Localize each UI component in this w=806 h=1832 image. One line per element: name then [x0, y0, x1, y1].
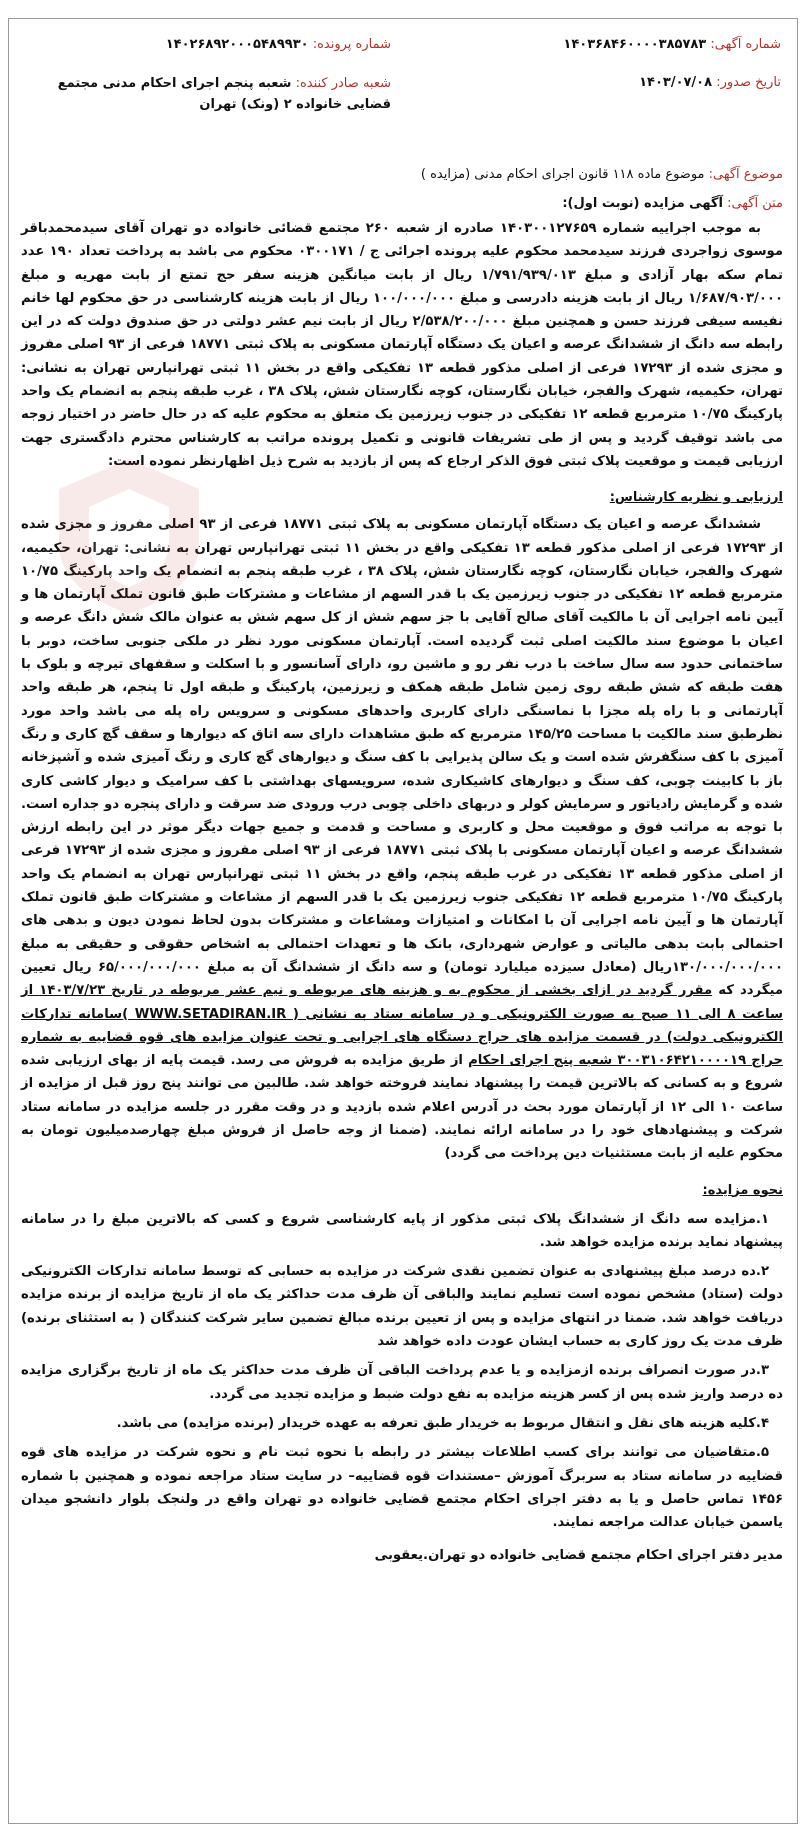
- subject-value: موضوع ماده ۱۱۸ قانون اجرای احکام مدنی (مزایده ): [420, 167, 705, 182]
- subject-label: موضوع آگهی:: [708, 167, 783, 182]
- case-number-value: ۱۴۰۲۶۸۹۲۰۰۰۵۴۸۹۹۳۰: [165, 37, 309, 52]
- issuing-branch-label: شعبه صادر کننده:: [295, 76, 391, 91]
- procedure-item: ۱.مزایده سه دانگ از ششدانگ پلاک ثبتی مذکور از پایه کارشناسی شروع و کسی که بالاترین مبلغ را در سامانه پیشنهاد نماید برنده مزایده خواهد شد.: [21, 1211, 783, 1250]
- issue-date-field: [639, 73, 781, 93]
- signature-line: مدیر دفتر اجرای احکام مجتمع قضایی خانواده دو تهران.یعقوبی: [374, 1548, 783, 1564]
- appraisal-title: ارزیابی و نظریه کارشناس:: [609, 490, 783, 506]
- procedure-item: ۵.متقاضیان می توانند برای کسب اطلاعات بیشتر در رابطه با نحوه ثبت نام و نحوه شرکت در مزایده های قوه قضاییه در سامانه ستاد به سربرگ آموزش –مستندات قوه قضاییه– در سایت ستاد مراجعه نموده و همچنین با شماره ۱۴۵۶ تماس حاصل و یا به دفتر اجرای احکام مجتمع قضایی خانواده دو تهران واقع در ولنجک بلوار دانشجو میدان یاسمن خیابان عدالت مراجعه نمایند.: [21, 1445, 783, 1531]
- procedure-item: ۳.در صورت انصراف برنده ازمزایده و یا عدم پرداخت الباقی آن ظرف مدت حداکثر یک ماه از تاریخ برگزاری مزایده ده درصد واریز شده پس از کسر هزینه مزایده به نفع دولت ضبط و مزایده تجدید می گردد.: [21, 1363, 783, 1402]
- issue-date-label: تاریخ صدور:: [716, 75, 781, 90]
- appraisal-text: ششدانگ عرصه و اعیان یک دستگاه آپارتمان مسکونی به پلاک ثبتی ۱۸۷۷۱ فرعی از ۹۳ اصلی مفروز و مجزی شده از ۱۷۲۹۳ فرعی از اصلی مذکور قطعه ۱۳ تفکیکی واقع در بخش ۱۱ ثبتی تهرانپارس تهران به نشانی: تهران، حکیمیه، شهرک والفجر، خیابان نگارستان، کوچه نگارستان شش، پلاک ۳۸ ، غرب طبقه پنجم به انضمام یک واحد پارکینگ ۱۰/۷۵ مترمربع قطعه ۱۲ تفکیکی در جنوب زیرزمین یک با قدر السهم از مشاعات و مشترکات طبق قانون تملک آپارتمان ها و آیین نامه اجرایی آن با مالکیت آقای صالح آقایی با جز سهم شش از کل سهم شش به عنوان مالک شش دانگ عرصه و اعیان با موضوع سند مالکیت اصلی ثبت گردیده است. آپارتمان مسکونی مورد نظر در ملکی جنوبی ساخت، دوبر با ساختمانی حدود سه سال ساخت با درب نفر رو و ماشین رو، دارای آسانسور و با اسکلت و سقفهای تیرچه و بلوک با هفت طبقه که شش طبقه روی زمین شامل طبقه همکف و زیرزمین، پارکینگ و طبقه اول تا پنجم، هر طبقه واحد آپارتمانی و با راه پله مجزا با نماسنگی دارای کاربری واحدهای مسکونی و سرویس راه پله می باشد واحد مورد نظرطبق سند مالکیت با مساحت ۱۴۵/۲۵ مترمربع که طبق مشاهدات دارای سه اتاق که دیوارها و سقف گچ کاری و رنگ آمیزی با کف سنگفرش شده است و یک سالن پذیرایی با کف سنگ و دیوارهای گچ کاری و رنگ آمیزی شده و آشپزخانه باز با کابینت چوبی، کف سنگ و دیوارهای کاشیکاری شده، سرویسهای بهداشتی با کف سرامیک و دیوار کاشی کاری شده و گرمایش رادیاتور و سرمایش کولر و دربهای داخلی چوبی درب ورودی ضد سرقت و دارای پنجره دو جداره است. با توجه به مراتب فوق و موقعیت محل و کاربری و مساحت و قدمت و جمیع جهات دیگر موثر در این رابطه ارزش ششدانگ عرصه و اعیان آپارتمان مسکونی با پلاک ثبتی ۱۸۷۷۱ فرعی از ۹۳ اصلی مفروز و مجزی شده از ۱۷۲۹۳ فرعی از اصلی مذکور قطعه ۱۳ تفکیکی در غرب طبقه پنجم، واقع در بخش ۱۱ ثبتی تهرانپارس تهران به انضمام یک واحد پارکینگ ۱۰/۷۵ مترمربع قطعه ۱۲ تفکیکی جنوب زیرزمین یک با قدر السهم از مشاعات و مشترکات طبق قانون تملک آپارتمان ها و آیین نامه اجرایی آن با امکانات و امتیازات ومشاعات و مشترکات بدون لحاظ نمودن دیون و بدهی های احتمالی بابت بدهی مالیاتی و عوارض شهرداری، بانک ها و تعهدات احتمالی به اشخاص حقوقی و حقیقی به مبلغ ۱۳۰/۰۰۰/۰۰۰/۰۰۰ریال (معادل سیزده میلیارد تومان) و سه دانگ از ششدانگ آن به مبلغ ۶۵/۰۰۰/۰۰۰/۰۰۰ ریال تعیین میگردد که: [21, 517, 784, 999]
- issuing-branch-field: [11, 73, 391, 115]
- intro-paragraph: به موجب اجراییه شماره ۱۴۰۳۰۰۱۲۷۶۵۹ صادره از شعبه ۲۶۰ مجتمع قضائی خانواده دو تهران آقای سیدمحمدباقر موسوی زواجردی فرزند سیدمحمد محکوم علیه پرونده اجرائی ج / ۰۳۰۰۱۷۱ محکوم می باشد به پرداخت تعداد ۱۹۰ عدد تمام سکه بهار آزادی و مبلغ ۱/۷۹۱/۹۳۹/۰۱۳ ریال از بابت میانگین هزینه سفر حج تمتع از بابت مهریه و مبلغ ۱/۶۸۷/۹۰۳/۰۰۰ ریال از بابت هزینه دادرسی و مبلغ ۱۰۰/۰۰۰/۰۰۰ ریال از بابت هزینه کارشناسی در حق محکوم لها خانم نفیسه سیفی فرزند حسن و همچنین مبلغ ۲/۵۳۸/۲۰۰/۰۰۰ ریال از بابت نیم عشر دولتی در حق صندوق دولت که در این رابطه سه دانگ از ششدانگ عرصه و اعیان یک دستگاه آپارتمان مسکونی به پلاک ثبتی ۱۸۷۷۱ فرعی از ۹۳ اصلی مفروز و مجزی شده از ۱۷۲۹۳ فرعی از اصلی مذکور قطعه ۱۳ تفکیکی واقع در بخش ۱۱ ثبتی تهرانپارس تهران به نشانی: تهران، حکیمیه، شهرک والفجر، خیابان نگارستان، کوچه نگارستان شش، پلاک ۳۸ ، غرب طبقه پنجم به انضمام یک واحد پارکینگ ۱۰/۷۵ مترمربع قطعه ۱۲ تفکیکی در جنوب زیرزمین یک متعلق به محکوم علیه که در حال حاضر در اختیار زوجه می باشد توقیف گردید و پس از طی تشریفات قانونی و تکمیل پرونده مراتب به کارشناس محترم دادگستری جهت ارزیابی قیمت و موقعیت پلاک ثبتی فوق الذکر ارجاع که پس از بازدید به شرح ذیل اظهارنظر نموده است:: [21, 221, 784, 469]
- auction-schedule-underlined: مقرر گردید در ازای بخشی از محکوم به و هزینه های مربوطه و نیم عشر مربوطه در تاریخ ۱۴۰۳/۷/۲۳ از ساعت ۸ الی ۱۱ صبح به صورت الکترونیکی و در سامانه ستاد به نشانی ( WWW.SETADIRAN.IR )سامانه تدارکات الکترونیکی دولت) در قسمت مزایده های حراج دستگاه های اجرایی و تحت عنوان مزایده های قوه قضاییه به شماره حراج ۳۰۰۳۱۰۶۴۲۱۰۰۰۰۱۹ شعبه پنج اجرای احکام: [21, 983, 783, 1069]
- auction-schedule-rest: از طریق مزایده به فروش می رسد. قیمت پایه از بهای ارزیابی شده شروع و به کسانی که بالاترین قیمت را پیشنهاد نمایند فروخته خواهد شد. طالبین می توانند پنج روز قبل از مزایده از ساعت ۱۰ الی ۱۲ از آپارتمان مورد بحث در آدرس اعلام شده بازدید و در وقت مقرر در جلسه مزایده در سامانه ستاد شرکت و پیشنهادهای خود را در سامانه ارائه نمایند. (ضمنا از وجه حاصل از فروش مبلغ چهارصدمیلیون تومان به محکوم علیه از بابت مستثنیات دین پرداخت می گردد): [21, 1053, 783, 1162]
- procedure-title: نحوه مزایده:: [702, 1182, 783, 1198]
- ad-number-value: ۱۴۰۳۶۸۴۶۰۰۰۰۳۸۵۷۸۳: [563, 37, 707, 52]
- notice-document: [8, 18, 798, 1824]
- procedure-item: ۲.ده درصد مبلغ پیشنهادی به عنوان تضمین نقدی شرکت در مزایده به حسابی که توسط سامانه تدارکات الکترونیکی دولت (ستاد) مشخص نموده است تسلیم نمایند والباقی آن ظرف مدت حداکثر یک ماه از تاریخ مزایده از برنده مزایده دریافت خواهد شد. ضمنا در انتهای مزایده و پس از تعیین برنده مبالغ تضمین سایر شرکت کنندگان ( به استثنای برنده) ظرف مدت یک روز کاری به حساب ایشان عودت داده خواهد شد: [21, 1264, 783, 1350]
- auction-heading: آگهی مزایده (نوبت اول):: [562, 196, 723, 211]
- notice-subject: [21, 165, 783, 185]
- body-label: متن آگهی:: [727, 196, 783, 211]
- case-number-label: شماره پرونده:: [312, 37, 391, 52]
- ad-number-label: شماره آگهی:: [710, 37, 781, 52]
- issue-date-value: ۱۴۰۳/۰۷/۰۸: [639, 75, 713, 90]
- notice-body-heading: [21, 193, 783, 215]
- ad-number-field: [563, 35, 781, 55]
- notice-header: [21, 19, 783, 137]
- issuing-branch-value: شعبه پنجم اجرای احکام مدنی مجتمع قضایی خانواده ۲ (ونک) تهران: [57, 76, 391, 112]
- appraisal-paragraph: [21, 513, 783, 1165]
- procedure-item: ۴.کلیه هزینه های نقل و انتقال مربوط به خریدار طبق تعرفه به عهده خریدار (برنده مزایده) می باشد.: [116, 1415, 769, 1431]
- case-number-field: [166, 35, 391, 55]
